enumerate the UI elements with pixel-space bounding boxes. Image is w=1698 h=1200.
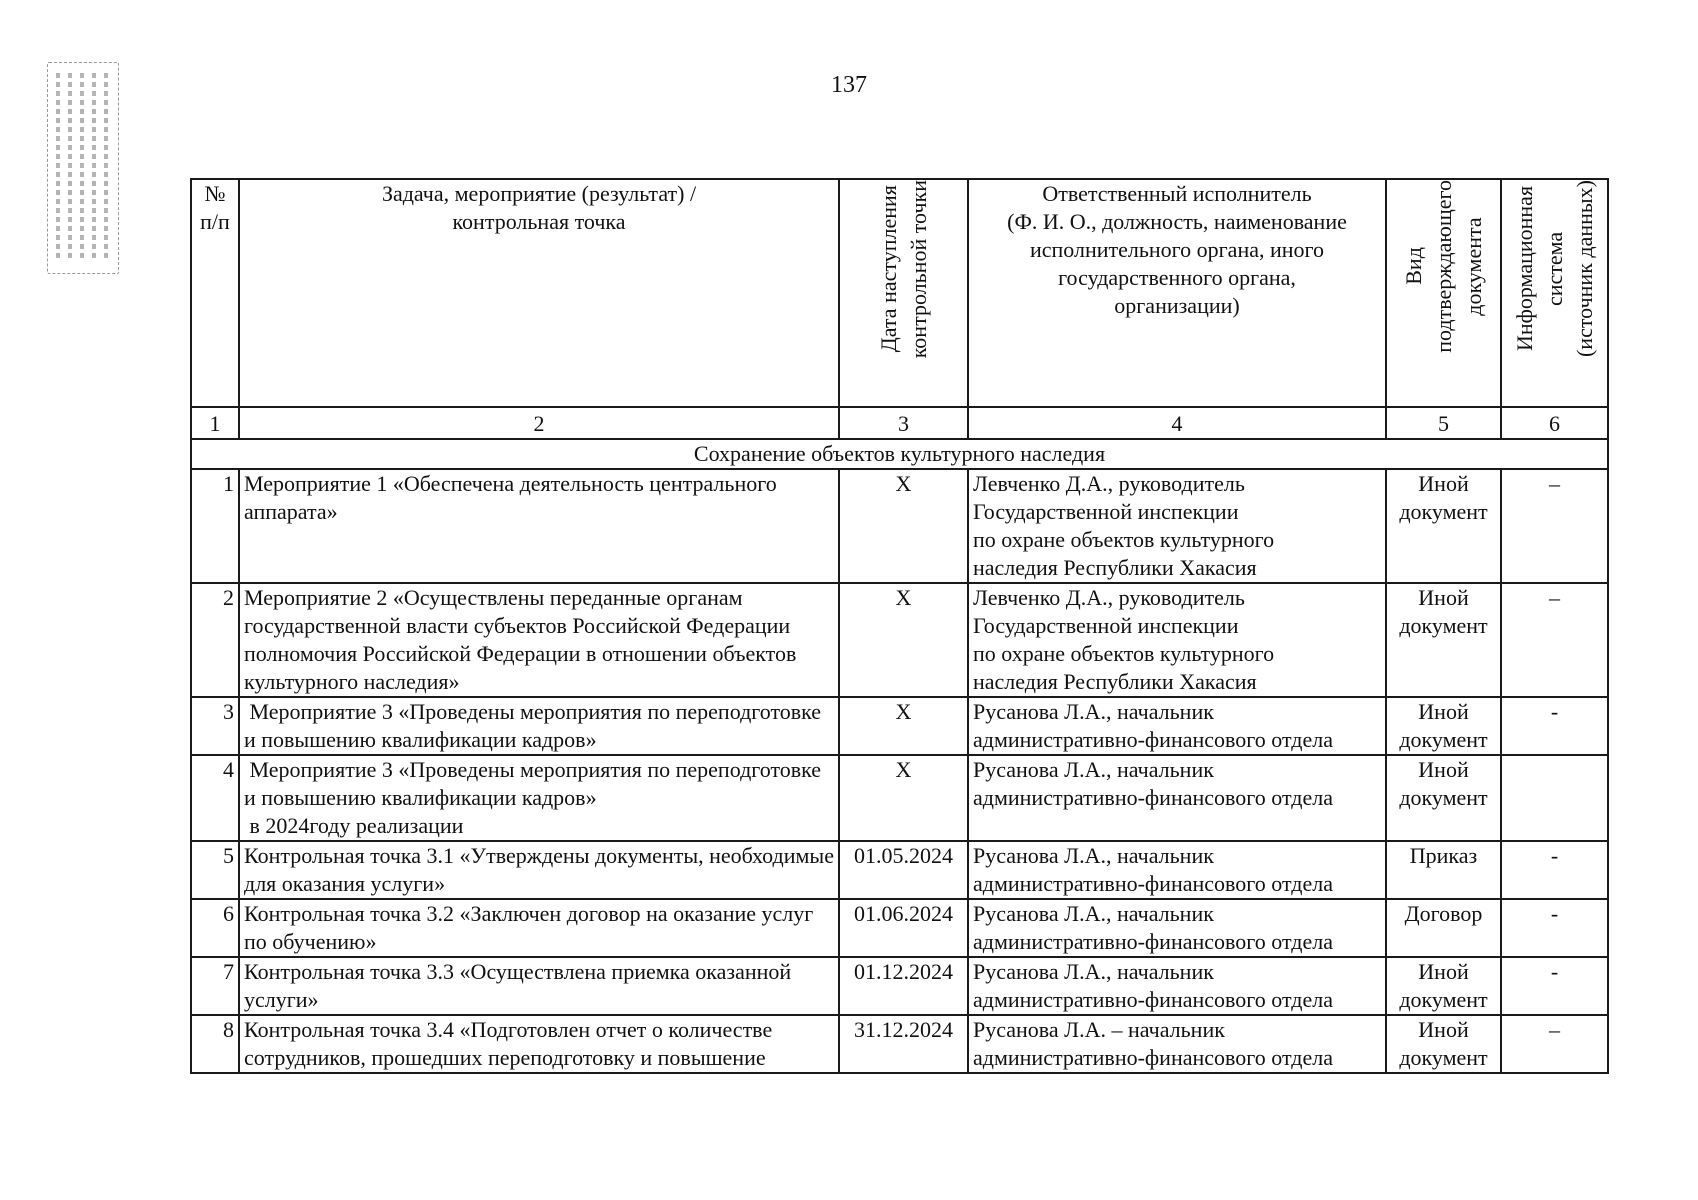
control-date-cell: 31.12.2024 <box>839 1015 968 1073</box>
responsible-cell: Левченко Д.А., руководитель Государственной инспекции по охране объектов культурного наследия Республики Хакасия <box>968 583 1386 697</box>
header-document-type: Вид подтверждающего документа <box>1386 179 1501 407</box>
row-number: 8 <box>191 1015 239 1073</box>
row-number: 6 <box>191 899 239 957</box>
column-number: 5 <box>1386 407 1501 439</box>
task-cell: Контрольная точка 3.1 «Утверждены документы, необходимые для оказания услуги» <box>239 841 839 899</box>
table-row <box>191 583 1608 697</box>
information-system-cell: - <box>1501 697 1608 755</box>
table-row <box>191 841 1608 899</box>
header-number: № п/п <box>191 179 239 407</box>
control-date-cell: 01.12.2024 <box>839 957 968 1015</box>
header-control-date: Дата наступления контрольной точки <box>839 179 968 407</box>
control-date-cell: Х <box>839 755 968 841</box>
task-cell: Контрольная точка 3.4 «Подготовлен отчет о количестве сотрудников, прошедших переподготовку и повышение <box>239 1015 839 1073</box>
control-date-cell: Х <box>839 583 968 697</box>
responsible-cell: Русанова Л.А. – начальник административно-финансового отдела <box>968 1015 1386 1073</box>
information-system-cell: – <box>1501 1015 1608 1073</box>
column-number: 1 <box>191 407 239 439</box>
control-points-table <box>190 178 1609 1074</box>
document-type-cell: Иной документ <box>1386 755 1501 841</box>
table-row <box>191 899 1608 957</box>
document-type-cell: Иной документ <box>1386 957 1501 1015</box>
information-system-cell: - <box>1501 899 1608 957</box>
table-row <box>191 755 1608 841</box>
task-cell: Контрольная точка 3.2 «Заключен договор на оказание услуг по обучению» <box>239 899 839 957</box>
row-number: 1 <box>191 469 239 583</box>
row-number: 7 <box>191 957 239 1015</box>
section-row <box>191 439 1608 469</box>
row-number: 5 <box>191 841 239 899</box>
task-cell: Мероприятие 1 «Обеспечена деятельность центрального аппарата» <box>239 469 839 583</box>
table-row <box>191 957 1608 1015</box>
responsible-cell: Русанова Л.А., начальник административно-финансового отдела <box>968 899 1386 957</box>
responsible-cell: Русанова Л.А., начальник административно-финансового отдела <box>968 841 1386 899</box>
page-number: 137 <box>831 72 867 98</box>
responsible-cell: Левченко Д.А., руководитель Государственной инспекции по охране объектов культурного наследия Республики Хакасия <box>968 469 1386 583</box>
table-row <box>191 469 1608 583</box>
control-date-cell: 01.05.2024 <box>839 841 968 899</box>
responsible-cell: Русанова Л.А., начальник административно-финансового отдела <box>968 697 1386 755</box>
document-type-cell: Иной документ <box>1386 583 1501 697</box>
information-system-cell: – <box>1501 469 1608 583</box>
task-cell: Мероприятие 3 «Проведены мероприятия по переподготовке и повышению квалификации кадров» <box>239 697 839 755</box>
task-cell: Мероприятие 3 «Проведены мероприятия по переподготовке и повышению квалификации кадров» в 2024году реализации <box>239 755 839 841</box>
responsible-cell: Русанова Л.А., начальник административно-финансового отдела <box>968 957 1386 1015</box>
document-type-cell: Договор <box>1386 899 1501 957</box>
row-number: 2 <box>191 583 239 697</box>
information-system-cell: - <box>1501 957 1608 1015</box>
header-responsible: Ответственный исполнитель (Ф. И. О., должность, наименование исполнительного органа, иного государственного органа, организации) <box>968 179 1386 407</box>
column-number-row <box>191 407 1608 439</box>
column-number: 6 <box>1501 407 1608 439</box>
document-type-cell: Приказ <box>1386 841 1501 899</box>
control-date-cell: Х <box>839 697 968 755</box>
header-information-system: Информационная система (источник данных) <box>1501 179 1608 407</box>
control-date-cell: Х <box>839 469 968 583</box>
column-number: 4 <box>968 407 1386 439</box>
task-cell: Контрольная точка 3.3 «Осуществлена приемка оказанной услуги» <box>239 957 839 1015</box>
information-system-cell: - <box>1501 841 1608 899</box>
column-number: 3 <box>839 407 968 439</box>
table-row <box>191 1015 1608 1073</box>
row-number: 3 <box>191 697 239 755</box>
information-system-cell: – <box>1501 583 1608 697</box>
header-task: Задача, мероприятие (результат) / контрольная точка <box>239 179 839 407</box>
document-type-cell: Иной документ <box>1386 469 1501 583</box>
table-row <box>191 697 1608 755</box>
table-header-row <box>191 179 1608 407</box>
information-system-cell <box>1501 755 1608 841</box>
control-date-cell: 01.06.2024 <box>839 899 968 957</box>
document-type-cell: Иной документ <box>1386 1015 1501 1073</box>
responsible-cell: Русанова Л.А., начальник административно-финансового отдела <box>968 755 1386 841</box>
document-type-cell: Иной документ <box>1386 697 1501 755</box>
task-cell: Мероприятие 2 «Осуществлены переданные органам государственной власти субъектов Российской Федерации полномочия Российской Федерации в отношении объектов культурного наследия» <box>239 583 839 697</box>
row-number: 4 <box>191 755 239 841</box>
column-number: 2 <box>239 407 839 439</box>
section-title: Сохранение объектов культурного наследия <box>191 439 1608 469</box>
